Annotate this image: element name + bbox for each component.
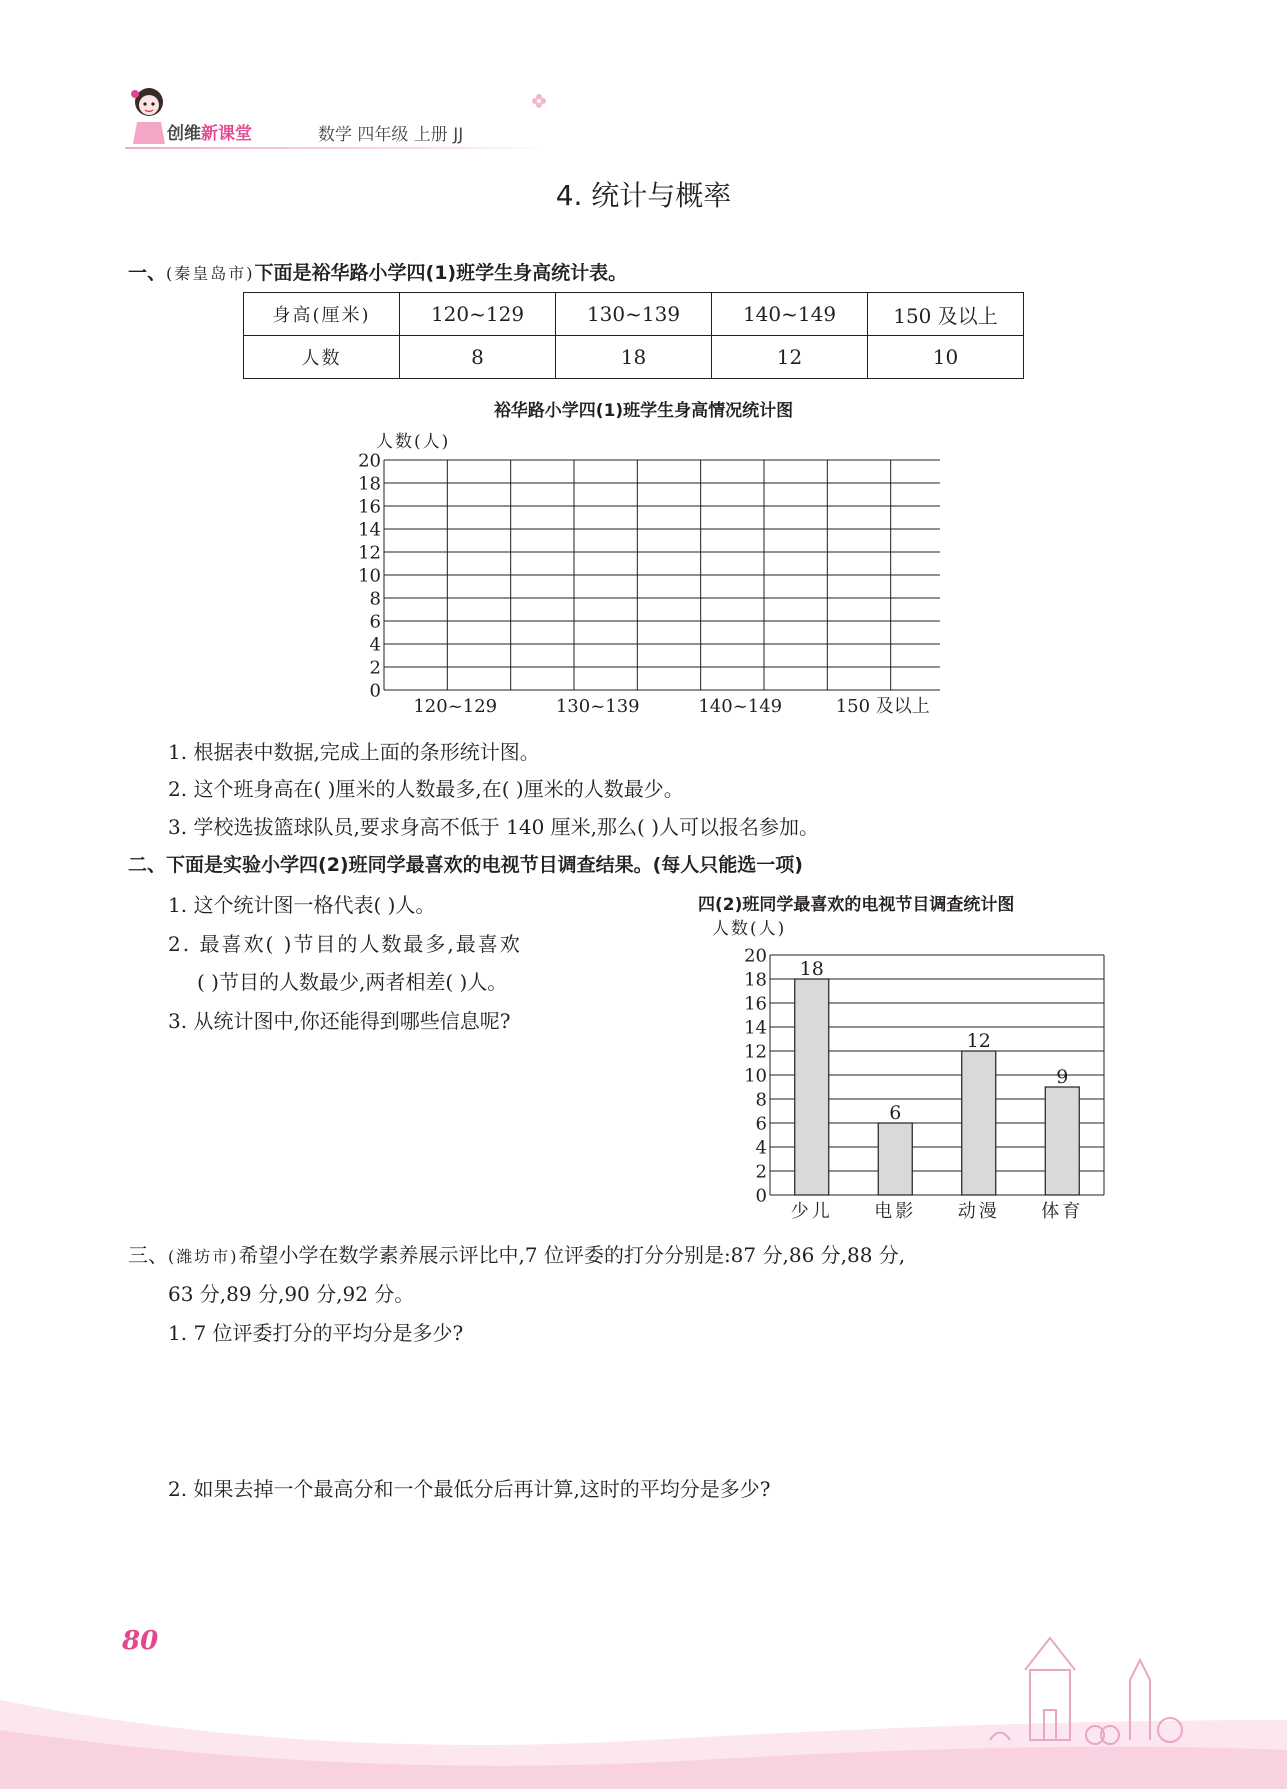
y-tick-label: 16 — [358, 496, 381, 518]
y-tick-label: 4 — [755, 1137, 767, 1159]
table-cell: 12 — [712, 336, 868, 379]
q1-sub-3: 3. 学校选拔篮球队员,要求身高不低于 140 厘米,那么( )人可以报名参加。 — [168, 815, 820, 839]
bar — [795, 979, 829, 1195]
y-tick-label: 2 — [755, 1161, 767, 1183]
q2-sub-2-cont: ( )节目的人数最少,两者相差( )人。 — [197, 970, 508, 994]
table-cell: 18 — [556, 336, 712, 379]
page-number: 80 — [122, 1626, 159, 1656]
data-label: 18 — [799, 958, 824, 980]
x-tick-label: 电影 — [874, 1201, 917, 1222]
brand-name: 创维新课堂 — [167, 124, 252, 144]
data-label: 9 — [1056, 1066, 1069, 1088]
y-tick-label: 8 — [755, 1089, 767, 1111]
x-tick-label: 体育 — [1041, 1201, 1084, 1222]
x-tick-label: 150 及以上 — [835, 696, 930, 717]
bar — [1045, 1087, 1079, 1195]
y-tick-label: 14 — [358, 519, 381, 541]
q1-sub-1: 1. 根据表中数据,完成上面的条形统计图。 — [168, 740, 540, 764]
y-tick-label: 12 — [358, 542, 381, 564]
y-tick-label: 10 — [358, 565, 381, 587]
table-cell: 10 — [868, 336, 1024, 379]
q3-sub-1: 1. 7 位评委打分的平均分是多少? — [168, 1321, 464, 1345]
q3-line-1: 三、(潍坊市)希望小学在数学素养展示评比中,7 位评委的打分分别是:87 分,86 分,88 分, — [128, 1243, 906, 1267]
x-tick-label: 少儿 — [790, 1201, 833, 1222]
q2-sub-2: 2. 最喜欢( )节目的人数最多,最喜欢 — [168, 932, 522, 956]
table-row — [244, 336, 1024, 379]
y-tick-label: 8 — [369, 588, 381, 610]
tv-program-bar-chart — [700, 912, 1120, 1228]
x-tick-label: 动漫 — [957, 1201, 1000, 1222]
y-tick-label: 6 — [369, 611, 381, 633]
x-tick-label: 120~129 — [413, 696, 498, 717]
q1-heading: 一、(秦皇岛市)下面是裕华路小学四(1)班学生身高统计表。 — [128, 262, 628, 284]
table-cell: 130~139 — [556, 293, 712, 336]
y-tick-label: 20 — [744, 945, 767, 967]
x-tick-label: 130~139 — [555, 696, 640, 717]
bar — [962, 1051, 996, 1195]
table-row — [244, 293, 1024, 336]
y-tick-label: 12 — [744, 1041, 767, 1063]
table-cell: 120~129 — [400, 293, 556, 336]
table-cell: 150 及以上 — [868, 293, 1024, 336]
header-divider — [125, 147, 545, 149]
table-cell: 8 — [400, 336, 556, 379]
y-tick-label: 20 — [358, 450, 381, 472]
q2-sub-1: 1. 这个统计图一格代表( )人。 — [168, 893, 436, 917]
y-tick-label: 0 — [369, 680, 381, 702]
y-tick-label: 14 — [744, 1017, 767, 1039]
table-header-cell: 人数 — [244, 336, 400, 379]
mascot-girl-icon — [125, 82, 173, 148]
q1-sub-2: 2. 这个班身高在( )厘米的人数最多,在( )厘米的人数最少。 — [168, 777, 684, 801]
q2-sub-3: 3. 从统计图中,你还能得到哪些信息呢? — [168, 1009, 511, 1033]
table-header-cell: 身高(厘米) — [244, 293, 400, 336]
height-table — [243, 292, 1024, 379]
height-bar-chart — [340, 425, 940, 725]
bar — [878, 1123, 912, 1195]
table-cell: 140~149 — [712, 293, 868, 336]
footer-wave-decoration — [0, 1630, 1287, 1789]
section-title: 4. 统计与概率 — [555, 179, 732, 212]
y-axis-label: 人数(人) — [712, 919, 787, 939]
y-tick-label: 0 — [755, 1185, 767, 1207]
chart2-title: 四(2)班同学最喜欢的电视节目调查统计图 — [698, 895, 1015, 915]
data-label: 12 — [966, 1030, 991, 1052]
y-tick-label: 2 — [369, 657, 381, 679]
y-tick-label: 4 — [369, 634, 381, 656]
y-tick-label: 6 — [755, 1113, 767, 1135]
y-tick-label: 18 — [744, 969, 767, 991]
data-label: 6 — [889, 1102, 902, 1124]
book-subtitle: 数学 四年级 上册 JJ — [318, 125, 464, 145]
q3-line-2: 63 分,89 分,90 分,92 分。 — [168, 1282, 415, 1306]
q3-sub-2: 2. 如果去掉一个最高分和一个最低分后再计算,这时的平均分是多少? — [168, 1477, 771, 1501]
y-tick-label: 16 — [744, 993, 767, 1015]
y-tick-label: 10 — [744, 1065, 767, 1087]
x-tick-label: 140~149 — [698, 696, 783, 717]
flower-icon — [530, 92, 548, 110]
y-axis-label: 人数(人) — [376, 432, 451, 452]
chart1-title: 裕华路小学四(1)班学生身高情况统计图 — [493, 401, 794, 421]
q2-heading: 二、下面是实验小学四(2)班同学最喜欢的电视节目调查结果。(每人只能选一项) — [128, 854, 803, 876]
y-tick-label: 18 — [358, 473, 381, 495]
